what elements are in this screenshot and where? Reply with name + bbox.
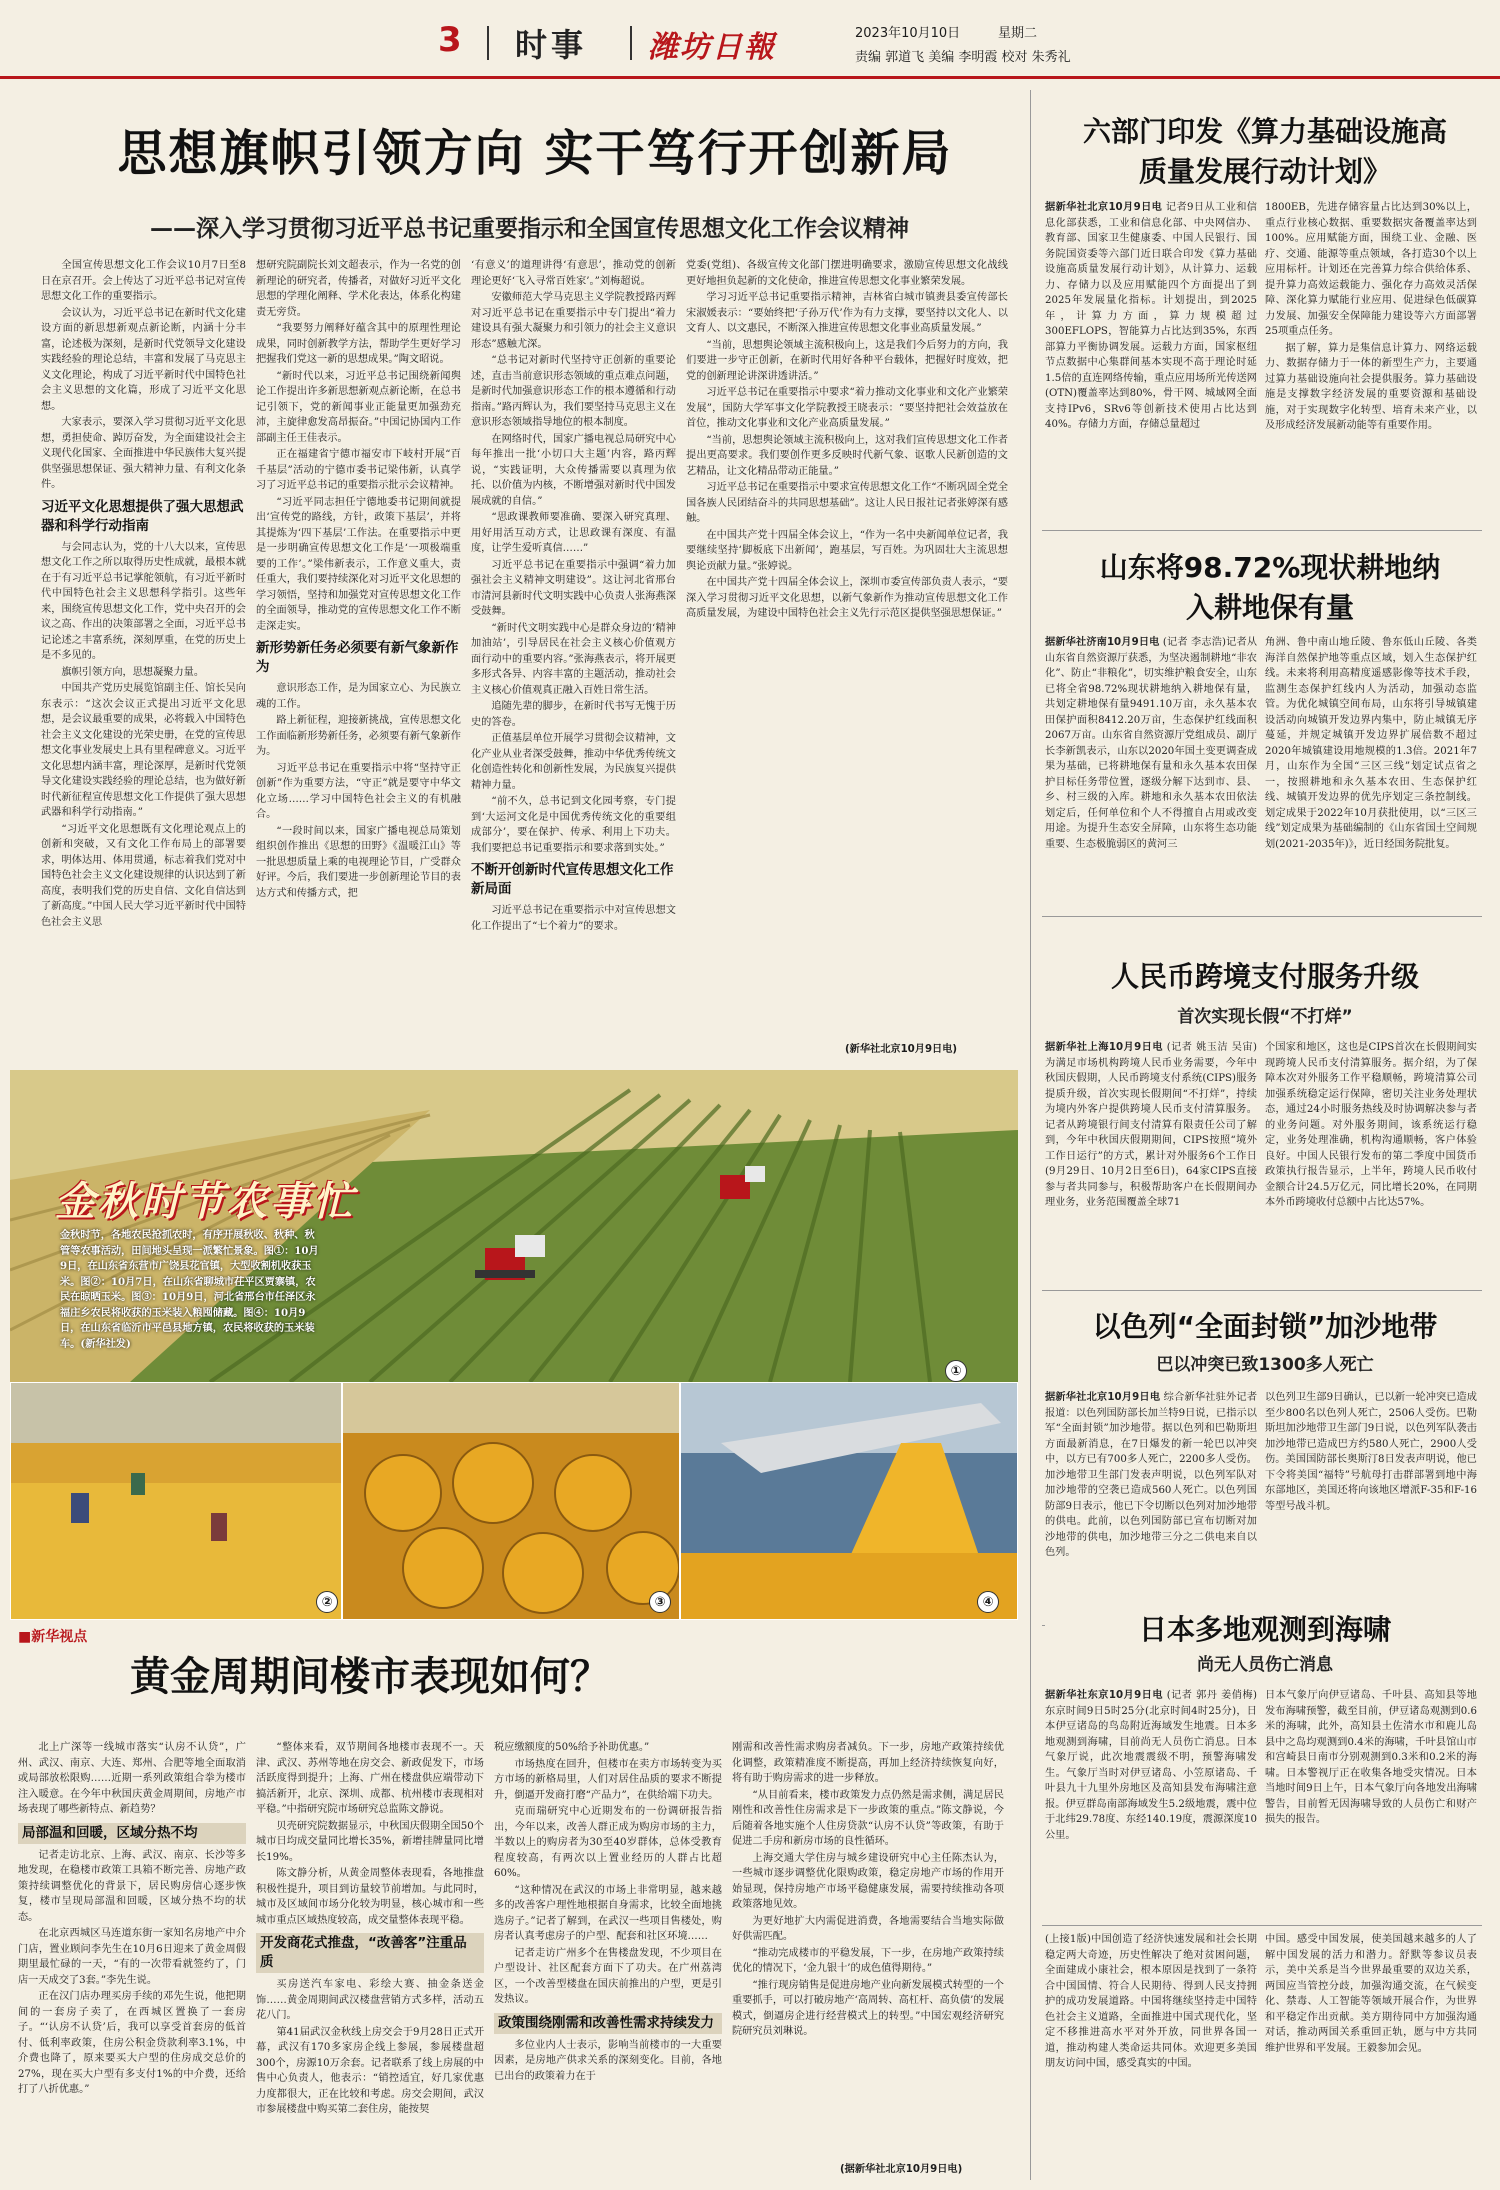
paragraph: 习近平总书记在重要指示中要求“着力推动文化事业和文化产业繁荣发展”，国防大学军事文化学院教授王晓表示：“要坚持把社会效益放在首位，推动文化事业和文化产业高质量发展。”: [686, 387, 1008, 429]
article-divider: [1042, 1290, 1482, 1291]
paragraph: 北上广深等一线城市落实“认房不认贷”，广州、武汉、南京、大连、郑州、合肥等地全面取消或局部放松限购……近期一系列政策组合拳为楼市注入暖意。在今年中秋国庆黄金周期间，房地产市场表现了哪些新特点、新趋势？: [18, 1742, 246, 1815]
article-divider: [1042, 916, 1482, 917]
a6-column-2: [1265, 1932, 1477, 2182]
bottom-column-1: [18, 1740, 246, 2180]
paragraph: 在北京西城区马连道东街一家知名房地产中介门店，置业顾问李先生在10月6日迎来了黄金周假期里最忙碌的一天，“有的一次带看就签约了，门店一天成交了3套。”李先生说。: [18, 1928, 246, 1986]
a5-text: (记者 郭丹 姜俏梅)东京时间9日5时25分(北京时间4时25分)，日本伊豆诸岛的鸟岛附近海域发生地震。日本多地观测到海啸，目前尚无人员伤亡消息。日本气象厅说，此次地震震级不明，预警海啸发生。气象厅当时对伊豆诸岛、小笠原诸岛、千叶县九十九里外房地区及高知县发布海啸注意报。伊豆群岛南部海域发生5.2级地震，震中位于北纬29.78度、东经140.19度，震源深度10公里。: [1045, 1690, 1257, 1841]
a3-dek: 首次实现长假“不打烊”: [1177, 1007, 1353, 1027]
paragraph: 正值基层单位开展学习贯彻会议精神，文化产业从业者深受鼓舞，推动中华优秀传统文化创造性转化和创新性发展，为民族复兴提供精神力量。: [471, 733, 676, 791]
paragraph: “习近平同志担任宁德地委书记期间就提出‘宣传党的路线，方针，政策下基层’，并将其提炼为‘四下基层’工作法。在重要指示中更是一步明确宣传思想文化工作是‘一项极端重要的工作’。”梁伟新表示，工作意义重大，责任重大，我们要持续深化对习近平文化思想的学习领悟，坚持和加强党对宣传思想文化工作的全面领导，推动党的宣传思想文化工作不断走深走实。: [256, 496, 461, 632]
masthead-logo: 潍坊日報: [648, 30, 776, 65]
paragraph: 正在汉门店办理买房手续的邓先生说，他把期间的一套房子卖了，在西城区置换了一套房子。“‘认房不认贷’后，我可以享受首套房的低首付、低利率政策，住房公积金贷款利率3.1%，中介费也降了，原来要买大户型的住房成交总价的27%，现在买大户型有多支付1%的中介费，还给打了八折优惠。”: [18, 1991, 246, 2095]
paragraph: 为更好地扩大内需促进消费，各地需要结合当地实际做好供需匹配。: [732, 1915, 1004, 1942]
paragraph: 想研究院副院长刘文超表示，作为一名党的创新理论的研究者，传播者，对做好习近平文化思想的学理化阐释、学术化表达，体系化构建责无旁贷。: [256, 260, 461, 318]
bottom-source: (据新华社北京10月9日电): [840, 2164, 963, 2175]
paragraph: 中国共产党历史展览馆副主任、馆长吴向东表示：“这次会议正式提出习近平文化思想，是会议最重要的成果，必将载入中国特色社会主义文化建设的光荣史册，在党的宣传思想文化事业发展史上具有里程碑意义。习近平文化思想内涵丰富，理论深厚，是新时代党领导文化建设实践经验的理论总结，也为做好新时代新征程宣传思想文化工作提供了强大思想武器和科学行动指南。”: [41, 683, 246, 818]
paragraph: 记者走访广州多个在售楼盘发现，不少项目在户型设计、社区配套方面下了功夫。在广州荔湾区，一个改善型楼盘在国庆前推出的户型，更是引发热议。: [494, 1947, 722, 2005]
lead-source: (新华社北京10月9日电): [845, 1044, 958, 1055]
page-number: 3: [438, 20, 462, 60]
a4-headline: 以色列“全面封锁”加沙地带: [1092, 1310, 1438, 1343]
paragraph: 与会同志认为，党的十八大以来，宣传思想文化工作之所以取得历史性成就，最根本就在于有习近平总书记掌舵领航，有习近平新时代中国特色社会主义思想科学指引。这些年来，围绕宣传思想文化工作，党中央召开的会议之高、作出的决策部署之全面，习近平总书记论述之丰富系统，深刻厚重，在党的历史上是不多见的。: [41, 541, 246, 661]
paragraph: 习近平总书记在重要指示中要求宣传思想文化工作“不断巩固全党全国各族人民团结奋斗的共同思想基础”。这让人民日报社记者张婷深有感触。: [686, 482, 1008, 524]
a3-byline: 据新华社上海10月9日电: [1045, 1042, 1163, 1053]
paragraph: 习近平总书记在重要指示中将“坚持守正创新”作为重要方法，“守正”就是要守中华文化立场……学习中国特色社会主义的有机融合。: [256, 762, 461, 820]
paragraph: [1045, 200, 1257, 433]
paragraph: 正在福建省宁德市福安市下岐村开展“百千基层”活动的宁德市委书记梁伟新，认真学习了习近平总书记的重要指示批示会议精神。: [256, 449, 461, 491]
paragraph: 市场热度在回升，但楼市在卖方市场转变为买方市场的新格局里，人们对居住品质的要求不断提升，倒逼开发商打磨“产品力”，在供给端下功夫。: [494, 1758, 722, 1801]
tag-marker-icon: ■: [18, 1629, 32, 1645]
paragraph: 以色列卫生部9日确认，已以新一轮冲突已造成至少800名以色列人死亡，2506人受伤。巴勒斯坦加沙地带卫生部门9日说，以色列军队袭击加沙地带已造成巴方约580人死亡，2900人受伤。美国国防部长奥斯汀8日发表声明说，他已下令将美国“福特”号航母打击群部署到地中海东部地区，美国还将向该地区增派F-35和F-16等型号战斗机。: [1265, 1392, 1477, 1512]
a2-column-2: [1265, 635, 1477, 905]
issue-date: 2023年10月10日: [855, 26, 961, 41]
a4-column-2: [1265, 1390, 1477, 1615]
corn-loading-image: [681, 1383, 1018, 1620]
section-label: 时事: [515, 26, 588, 64]
paragraph: “我要努力阐释好蕴含其中的原理性理论成果，同时创新教学方法，帮助学生更好学习把握我们党这一新的思想成果。”陶文昭说。: [256, 323, 461, 365]
corn-storage-photo: [342, 1382, 680, 1620]
photo-label-3: ③: [649, 1591, 671, 1613]
a2-column-1: [1045, 635, 1257, 905]
a6-column-1: [1045, 1932, 1257, 2182]
paragraph: 买房送汽车家电、彩绘大赛、抽金条送金饰……黄金周期间武汉楼盘营销方式多样，活动五花八门。: [256, 1979, 484, 2021]
paragraph: 习近平总书记在重要指示中强调“着力加强社会主义精神文明建设”。这让河北省邢台市清河县新时代文明实践中心负责人张海燕深受鼓舞。: [471, 559, 676, 617]
page-header: [0, 0, 1500, 80]
paragraph: 税应缴额度的50%给予补助优惠。”: [494, 1742, 650, 1753]
paragraph: “推动完成楼市的平稳发展，下一步，在房地产政策持续优化的情况下，‘金九银十’的成色值得期待。”: [732, 1947, 1004, 1974]
paragraph: 在网络时代，国家广播电视总局研究中心每年推出一批‘小切口大主题’内容，路丙辉说，“实践证明，大众传播需要以真理为依托、以价值为内核，不断增强对新时代中国发展成就的自信。”: [471, 433, 676, 507]
a4-byline: 据新华社北京10月9日电: [1045, 1392, 1161, 1403]
paragraph: 全国宣传思想文化工作会议10月7日至8日在京召开。会上传达了习近平总书记对宣传思想文化工作的重要指示。: [41, 260, 246, 302]
paragraph: 记者走访北京、上海、武汉、南京、长沙等多地发现，在稳楼市政策工具箱不断完善、房地产政策持续调整优化的背景下，居民购房信心逐步恢复，楼市呈现局部温和回暖，区域分热不均的状态。: [18, 1849, 246, 1923]
a1-column-2: [1265, 200, 1477, 520]
paragraph: 在中国共产党十四届全体会议上，深圳市委宣传部负责人表示，“要深入学习贯彻习近平文化思想，以新气象新作为推动宣传思想文化工作高质量发展，为建设中国特色社会主义先行示范区提供坚强思想保证。”: [686, 577, 1008, 619]
paragraph: “总书记对新时代坚持守正创新的重要论述，直击当前意识形态领域的重点难点问题，是新时代加强意识形态工作的根本遵循和行动指南。”路丙辉认为，我们要坚持马克思主义在意识形态领域指导地位的根本制度。: [471, 355, 676, 428]
paragraph: “思政课教师要准确、要深入研究真理、用好用活互动方式，让思政课有深度、有温度，让学生爱听真信……”: [471, 512, 676, 554]
paragraph: “一段时间以来，国家广播电视总局策划组织创作推出《思想的田野》《温暖江山》等一批思想质量上乘的电视理论节目，广受群众好评。今后，我们要进一步创新理论节目的表达方式和传播方式，把: [256, 825, 461, 899]
feature-title: 金秋时节农事忙: [55, 1178, 356, 1225]
a4-text: 综合新华社驻外记者报道：以色列国防部长加兰特9日说，已指示以军“全面封锁”加沙地带。据以色列和巴勒斯坦方面最新消息，在7日爆发的新一轮巴以冲突中，以方已有700多人死亡，2200多人受伤。加沙地带卫生部门发表声明说，以色列军队对加沙地带的空袭已造成560人死亡。以色列国防部9日表示，他已下令切断以色列对加沙地带的供电。此前，以色列国防部已宣布切断对加沙地带的供电，加沙地带三分之二供电来自以色列。: [1045, 1392, 1257, 1558]
corn-drying-photo: [10, 1382, 342, 1620]
a5-column-1: [1045, 1688, 1257, 1913]
paragraph: “整体来看，双节期间各地楼市表现不一。天津、武汉、苏州等地在房交会、新政促发下，市场活跃度得到提升；上海、广州在楼盘供应端带动下搞活新开，北京、深圳、成都、杭州楼市表现相对平稳。”中指研究院市场研究总监陈文静说。: [256, 1742, 484, 1815]
paragraph: 个国家和地区，这也是CIPS首次在长假期间实现跨境人民币支付清算服务。据介绍，为了保障本次对外服务工作平稳顺畅，跨境清算公司加强系统稳定运行保障，密切关注业务处理状态，通过24小时服务热线及时协调解决参与者的业务问题。对外服务期间，该系统运行稳定，业务处理准确，机构沟通顺畅，客户体验良好。中国人民银行发布的第二季度中国货币政策执行报告显示，上半年，跨境人民币收付金额合计24.5万亿元，同比增长20%，在同期本外币跨境收付总额中占比达57%。: [1265, 1042, 1477, 1208]
section-subheading: 局部温和回暖，区域分热不均: [18, 1823, 246, 1844]
bottom-headline: 黄金周期间楼市表现如何？: [130, 1654, 610, 1700]
paragraph: “推行现房销售是促进房地产业向新发展模式转型的一个重要抓手，可以打破房地产‘高周转、高杠杆、高负债’的发展模式，倒逼房企进行经营模式上的转型。”中国宏观经济研究院研究员刘琳说。: [732, 1979, 1004, 2037]
bottom-column-3: [494, 1740, 722, 2180]
paragraph: “习近平文化思想既有文化理论观点上的创新和突破，又有文化工作布局上的部署要求，明体达用、体用贯通，标志着我们党对中国特色社会主义文化建设规律的认识达到了新高度，表明我们党的历史自信、文化自信达到了新高度。”中国人民大学习近平新时代中国特色社会主义思: [41, 823, 246, 928]
paragraph: 据了解，算力是集信息计算力、网络运载力、数据存储力于一体的新型生产力，主要通过算力基础设施向社会提供服务。算力基础设施是支撑数字经济发展的重要资源和基础设施，对于实现数字化转型、培育未来产业，以及形成经济发展新动能等有重要作用。: [1265, 342, 1477, 431]
a2-text: (记者 李志浩)记者从山东省自然资源厅获悉，为坚决遏制耕地“非农化”、防止“非粮化”，切实维护粮食安全，山东已将全省98.72%现状耕地纳入耕地保有量，共划定耕地保有量9491.10万亩，永久基本农田保护面积8412.20万亩，生态保护红线面积2067万亩。山东省自然资源厅党组成员、副厅长李新凯表示，山东以2020年国土变更调查成果为基础，已将耕地保有量和永久基本农田保护目标任务带位置，逐级分解下达到市、县、乡、村三级的入库。耕地和永久基本农田依法划定后，任何单位和个人不得擅自占用或改变用途。为提升生态安全屏障，山东将生态功能重要、生态极脆弱区的黄河三: [1045, 637, 1257, 850]
section-subheading: 政策围绕刚需和改善性需求持续发力: [494, 2013, 722, 2034]
header-divider: [487, 26, 489, 60]
bottom-column-4: [732, 1740, 1004, 2160]
paragraph: 克而瑞研究中心近期发布的一份调研报告指出，今年以来，改善人群正成为购房市场的主力，半数以上的购房者为30至40岁群体，总体受教育程度较高，有两次以上置业经历的人群占比超60%。: [494, 1806, 722, 1879]
a2-byline: 据新华社济南10月9日电: [1045, 637, 1160, 648]
paragraph: 在中国共产党十四届全体会议上，“作为一名中央新闻单位记者，我要继续坚持‘脚板底下出新闻’，跑基层，写百姓。为巩固壮大主流思想舆论贡献力量。”张婷说。: [686, 529, 1008, 572]
lead-column-2: [256, 258, 461, 1066]
header-rule: [0, 76, 1500, 79]
lead-column-1: [41, 258, 246, 1066]
lead-column-4: [686, 258, 1008, 1028]
paragraph: 1800EB，先进存储容量占比达到30%以上，重点行业核心数据、重要数据灾备覆盖率达到100%。应用赋能方面，围绕工业、金融、医疗、交通、能源等重点领域，各打造30个以上应用标杆。计划还在完善算力综合供给体系、提升算力高效运载能力、强化存力高效灵活保障、深化算力赋能行业应用、促进绿色低碳算力发展、加强安全保障能力建设等六方面部署25项重点任务。: [1265, 202, 1477, 337]
bottom-column-2: [256, 1740, 484, 2180]
a3-column-2: [1265, 1040, 1477, 1280]
paragraph: 上海交通大学住房与城乡建设研究中心主任陈杰认为，一些城市逐步调整优化限购政策，稳定房地产市场的作用开始显现，保持房地产市场平稳健康发展，需要持续推动各项政策落地见效。: [732, 1852, 1004, 1910]
a2-headline: 山东将98.72%现状耕地纳入耕地保有量: [1099, 551, 1441, 624]
paragraph: “当前，思想舆论领域主流积极向上，这对我们宣传思想文化工作者提出更高要求。我们要创作更多反映时代新气象、讴歌人民新创造的文艺精品，让文化精品带动正能量。”: [686, 434, 1008, 477]
a4-dek: 巴以冲突已致1300多人死亡: [1156, 1355, 1374, 1375]
paragraph: 安徽师范大学马克思主义学院教授路丙辉对习近平总书记在重要指示中专门提出“着力建设具有强大凝聚力和引领力的社会主义意识形态”感触尤深。: [471, 292, 676, 350]
corn-loading-photo: [680, 1382, 1018, 1620]
a5-dek: 尚无人员伤亡消息: [1197, 1655, 1333, 1675]
photo-label-2: ②: [316, 1591, 338, 1613]
header-divider: [630, 26, 632, 60]
paragraph: 会议认为，习近平总书记在新时代文化建设方面的新思想新观点新论断，内涵十分丰富，论述极为深刻，是新时代党领导文化建设实践经验的理论总结，丰富和发展了马克思主义文化理论，构成了习近平新时代中国特色社会主义思想的文化篇，形成了习近平文化思想。: [41, 307, 246, 412]
corn-drying-image: [11, 1383, 342, 1620]
a4-column-1: [1045, 1390, 1257, 1615]
section-subheading: 习近平文化思想提供了强大思想武器和科学行动指南: [41, 498, 244, 534]
a1-column-1: [1045, 200, 1257, 520]
paragraph: 贝壳研究院数据显示，中秋国庆假期全国50个城市日均成交量同比增长35%，新增挂牌量同比增长19%。: [256, 1820, 484, 1863]
paragraph: 意识形态工作，是为国家立心、为民族立魂的工作。: [256, 683, 461, 710]
section-subheading: 开发商花式推盘，“改善客”注重品质: [256, 1933, 484, 1973]
a3-headline: 人民币跨境支付服务升级: [1110, 960, 1419, 993]
a1-headline: 六部门印发《算力基础设施高质量发展行动计划》: [1082, 115, 1447, 188]
paragraph: [1045, 1688, 1257, 1843]
paragraph: “新时代以来，习近平总书记围绕新闻舆论工作提出许多新思想新观点新论断，在总书记引领下，党的新闻事业正能量更加强劲充沛，主旋律愈发高昂振奋。”中国记协国内工作部副主任王佳表示。: [256, 370, 461, 444]
paragraph: “这种情况在武汉的市场上非常明显，越来越多的改善客户理性地根据自身需求，比较全面地挑选房子。”记者了解到，在武汉一些项目售楼处，购房者认真考虑房子的户型、配套和社区环境……: [494, 1884, 722, 1942]
paragraph: “当前，思想舆论领域主流积极向上，这是我们今后努力的方向，我们要进一步守正创新，在新时代用好各种平台载体，把握好时度效，把党的创新理论讲深讲透讲活。”: [686, 339, 1008, 382]
paragraph: 学习习近平总书记重要指示精神，吉林省白城市镇赉县委宣传部长宋淑媛表示：“要始终把‘子孙万代’作为有力支撑，要坚持以文化人、以文育人、以文惠民，不断深入推进宣传思想文化事业高质量发展。”: [686, 292, 1008, 334]
a1-text: 记者9日从工业和信息化部获悉，工业和信息化部、中央网信办、教育部、国家卫生健康委、中国人民银行、国务院国资委等六部门近日联合印发《算力基础设施高质量发展行动计划》，从计算力、运载力、存储力以及应用赋能四个方面提出了到2025年发展量化指标。计划提出，到2025年，计算力方面，算力规模超过300EFLOPS，智能算力占比达到35%，东西部算力平衡协调发展。运载力方面，国家枢纽节点数据中心集群间基本实现不高于理论时延1.5倍的直连网络传输，重点应用场所光传送网(OTN)覆盖率达到80%，骨干网、城域网全面支持IPv6，SRv6等创新技术使用占比达到40%。存储力方面，存储总量超过: [1045, 202, 1257, 430]
paragraph: 第41届武汉金秋线上房交会于9月28日正式开幕，武汉有170多家房企线上参展，参展楼盘超300个，房源10万余套。记者联系了线上房展的中售中心负责人，他表示：“销控适宜，好几家优惠力度都很大，正在比较和考虑。房交会期间，武汉市参展楼盘中购买第二套住房，能按契: [256, 2026, 484, 2115]
a5-headline: 日本多地观测到海啸: [1045, 1608, 1485, 1648]
corn-storage-image: [343, 1383, 680, 1620]
paragraph: 刚需和改善性需求购房者减负。下一步，房地产政策持续优化调整，政策精准度不断提高，再加上经济持续恢复向好，将有助于购房需求的进一步释放。: [732, 1742, 1004, 1784]
paragraph: 多位业内人士表示，影响当前楼市的一大重要因素，是房地产供求关系的深刻变化。目前，各地已出台的政策着力在于: [494, 2039, 722, 2082]
paragraph: “从目前看来，楼市政策发力点仍然是需求侧，满足居民刚性和改善性住房需求是下一步政策的重点。”陈文静说，今后随着各地实施个人住房贷款“认房不认贷”等政策，有助于促进二手房和新房市场的良性循环。: [732, 1789, 1004, 1847]
paragraph: 中国。感受中国发展，使美国越来越多的人了解中国发展的活力和潜力。舒默等参议员表示，美中关系是当今世界最重要的双边关系，两国应当管控分歧，加强沟通交流，在气候变化、禁毒、人工智能等领域开展合作，为世界和平稳定作出贡献。美方期待同中方加强沟通对话，推动两国关系重回正轨，愿与中方共同维护世界和平发展。王毅参加会见。: [1265, 1934, 1477, 2054]
paragraph: 路上新征程，迎接新挑战，宣传思想文化工作面临新形势新任务，必须要有新气象新作为。: [256, 715, 461, 757]
paragraph: 旗帜引领方向，思想凝聚力量。: [61, 666, 205, 678]
paragraph: “新时代文明实践中心是群众身边的‘精神加油站’，引导居民在社会主义核心价值观方面行动中的重要内容。”张海燕表示，将开展更多形式各异、内容丰富的主题活动，推动社会主义核心价值观真正融入百姓日常生活。: [471, 622, 676, 696]
paragraph: [1045, 1040, 1257, 1211]
article-divider: [1042, 1925, 1482, 1926]
editor-credits: 责编 郭道飞 美编 李明霞 校对 朱秀礼: [855, 50, 1071, 65]
tag-label: 新华视点: [31, 1629, 88, 1645]
lead-column-3: [471, 258, 676, 1066]
paragraph: 角洲、鲁中南山地丘陵、鲁东低山丘陵、各类海洋自然保护地等重点区域，划入生态保护红线。未来将利用高精度遥感影像等技术手段，监测生态保护红线内人为活动，加强动态监管。为优化城镇空间布局，山东将引导城镇建设活动向城镇开发边界内集中，防止城镇无序蔓延，并规定城镇开发边界扩展倍数不超过2020年城镇建设用地规模的1.3倍。2021年7月，山东作为全国“三区三线”划定试点省之一，按照耕地和永久基本农田、生态保护红线、城镇开发边界的优先序划定三条控制线。划定成果于2022年10月获批使用，以“三区三线”划定成果为基础编制的《山东省国土空间规划(2021-2035年)》，近日经国务院批复。: [1265, 637, 1477, 850]
lead-headline: 思想旗帜引领方向 实干笃行开创新局: [117, 125, 953, 182]
column-divider: [1030, 90, 1031, 2180]
a5-byline: 据新华社东京10月9日电: [1045, 1690, 1163, 1701]
paragraph: 习近平总书记在重要指示中对宣传思想文化工作提出了“七个着力”的要求。: [471, 905, 676, 932]
paragraph: ‘有意义’的道理讲得‘有意思’，推动党的创新理论更好‘飞入寻常百姓家’。”刘梅超说。: [471, 260, 676, 287]
paragraph: 大家表示，要深入学习贯彻习近平文化思想，勇担使命、踔厉奋发，为全面建设社会主义现代化国家、全面推进中华民族伟大复兴提供坚强思想保证、强大精神力量、有利文化条件。: [41, 417, 246, 490]
feature-caption: 金秋时节，各地农民抢抓农时，有序开展秋收、秋种、秋管等农事活动，田间地头呈现一派繁忙景象。图①：10月9日，在山东省东营市广饶县花官镇，大型收割机收获玉米。图②：10月7日，在山东省聊城市茌平区贾寨镇，农民在晾晒玉米。图③：10月9日，河北省邢台市任泽区永福庄乡农民将收获的玉米装入粮囤储藏。图④：10月9日，在山东省临沂市平邑县地方镇，农民将收获的玉米装车。(新华社发): [60, 1229, 319, 1350]
a5-column-2: [1265, 1688, 1477, 1913]
paragraph: 日本气象厅向伊豆诸岛、千叶县、高知县等地发布海啸预警，截至目前，伊豆诸岛观测到0.6米的海啸，此外，高知县土佐清水市和鹿儿岛县中之岛均观测到0.4米的海啸，千叶县馆山市和宫崎县日南市分别观测到0.3米和0.2米的海啸。日本警视厅正在收集各地受灾情况。日本当地时间9日上午，日本气象厅向各地发出海啸警告，目前暂无因海啸导致的人员伤亡和财产损失的报告。: [1265, 1690, 1477, 1825]
a3-text: (记者 姚玉洁 吴宙)为满足市场机构跨境人民币业务需要，今年中秋国庆假期，人民币跨境支付系统(CIPS)服务提质升级，首次实现长假期间“不打烊”，持续为境内外客户提供跨境人民币支付清算服务。记者从跨境银行间支付清算有限责任公司了解到，今年中秋国庆假期期间，CIPS按照“境外工作日运行”的方式，累计对外服务6个工作日(9月29日、10月2日至6日)，64家CIPS直接参与者共同参与，积极帮助客户在长假期间办理业务，业务范围覆盖全球71: [1045, 1042, 1257, 1208]
article-divider: [1042, 530, 1482, 531]
photo-label-4: ④: [977, 1591, 999, 1613]
section-tag: [18, 1626, 87, 1646]
photo-label-1: ①: [945, 1360, 967, 1382]
paragraph: [1045, 635, 1257, 852]
paragraph: [1045, 1390, 1257, 1561]
paragraph: 陈文静分析，从黄金周整体表现看，各地推盘积极性提升，项目到访量较节前增加。与此同时，城市及区域间市场分化较为明显，核心城市和一些城市重点区域热度较高，成交量整体表现平稳。: [256, 1868, 484, 1926]
section-subheading: 不断开创新时代宣传思想文化工作新局面: [471, 862, 674, 897]
section-subheading: 新形势新任务必须要有新气象新作为: [256, 640, 459, 675]
paragraph: (上接1版)中国创造了经济快速发展和社会长期稳定两大奇迹，历史性解决了绝对贫困问题，全面建成小康社会，根本原因是找到了一条符合中国国情、符合人民期待、得到人民支持拥护的成功发展道路。中国将继续坚持走中国特色社会主义道路，全面推进中国式现代化，坚定不移推进高水平对外开放，同世界各国一道，推动构建人类命运共同体。欢迎更多美国朋友访问中国，感受真实的中国。: [1045, 1934, 1257, 2069]
lead-subhead: ——深入学习贯彻习近平总书记重要指示和全国宣传思想文化工作会议精神: [150, 216, 909, 242]
issue-weekday: 星期二: [998, 26, 1038, 41]
paragraph: 追随先辈的脚步，在新时代书写无愧于历史的答卷。: [471, 701, 676, 728]
feature-photo-spread: [10, 1070, 1018, 1620]
a1-byline: 据新华社北京10月9日电: [1045, 202, 1163, 213]
a3-column-1: [1045, 1040, 1257, 1280]
paragraph: 党委(党组)、各级宣传文化部门摆进明确要求，激励宣传思想文化战线更好地担负起新的文化使命，推进宣传思想文化事业繁荣发展。: [686, 260, 1008, 287]
paragraph: “前不久，总书记到文化园考察，专门提到‘大运河文化是中国优秀传统文化的重要组成部分’，要在保护、传承、利用上下功夫。我们要把总书记重要指示和要求落到实处。”: [471, 796, 676, 854]
